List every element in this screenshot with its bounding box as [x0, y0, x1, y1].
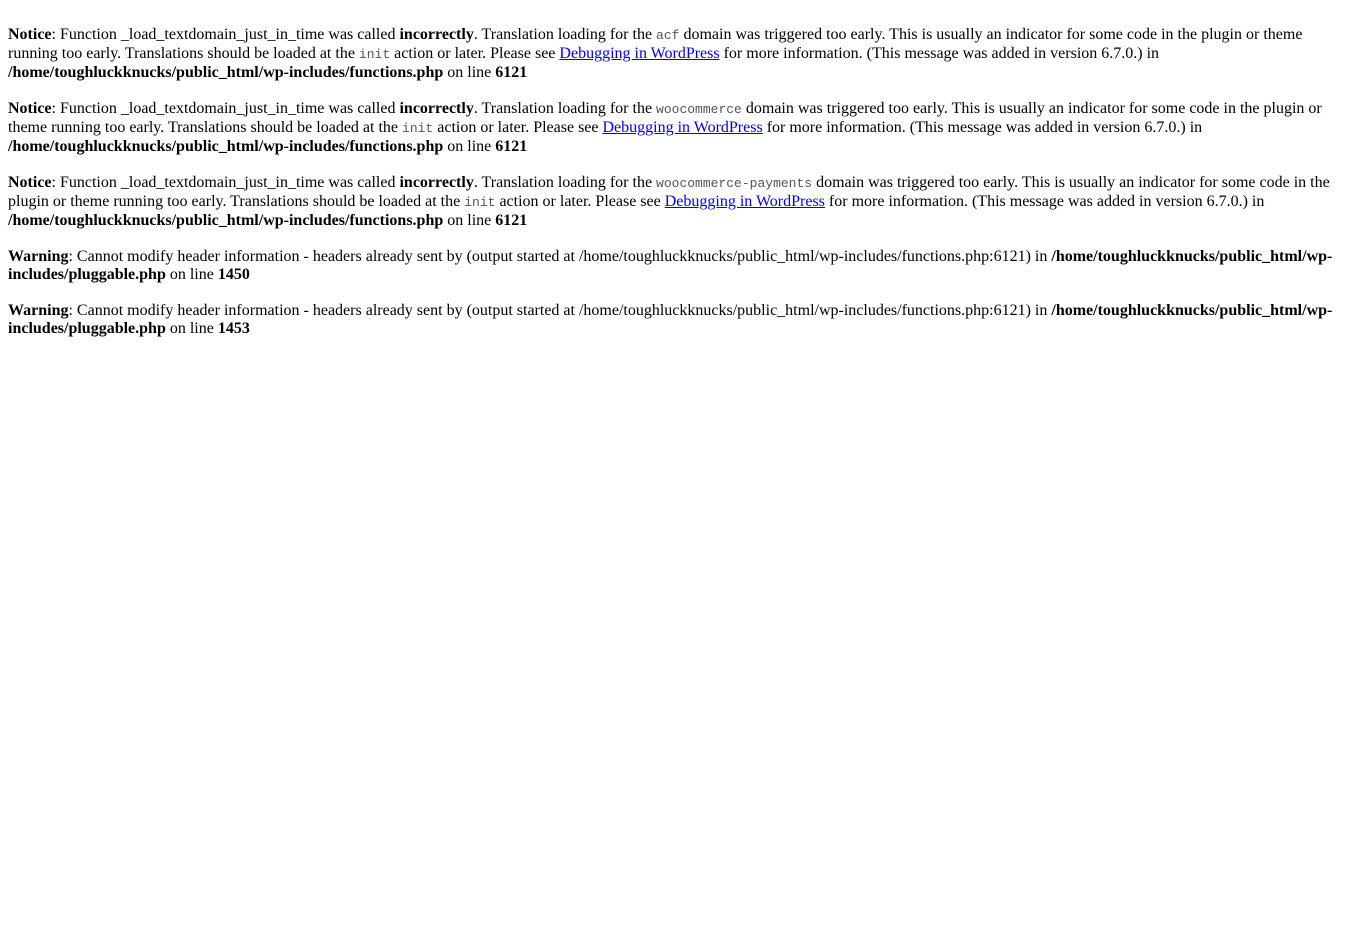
notice-text: for more information. (This message was added in version 6.7.0.) in — [719, 45, 1160, 62]
notice-text: for more information. (This message was added in version 6.7.0.) in — [762, 119, 1203, 136]
incorrectly-label: incorrectly — [399, 100, 474, 117]
notice-text: for more information. (This message was added in version 6.7.0.) in — [824, 193, 1265, 210]
warning-text: : Cannot modify header information - headers already sent by (output started at /home/toughluckknucks/public_html/wp-includes/functions.php:6121) in — [68, 248, 1052, 265]
file-path: /home/toughluckknucks/public_html/wp-includes/functions.php — [8, 138, 444, 155]
line-number: 6121 — [495, 212, 528, 229]
domain-code: acf — [656, 28, 680, 43]
warning-label: Warning — [8, 302, 69, 319]
warning-header-1450 — [8, 248, 1342, 284]
on-line-text: on line — [165, 266, 218, 283]
notice-text: . Translation loading for the — [473, 100, 657, 117]
notice-text: : Function _load_textdomain_just_in_time was called — [51, 26, 400, 43]
notice-text: action or later. Please see — [390, 45, 560, 62]
notice-text: : Function _load_textdomain_just_in_time was called — [51, 174, 400, 191]
notice-label: Notice — [8, 174, 52, 191]
notice-label: Notice — [8, 100, 52, 117]
notice-woocommerce-payments — [8, 174, 1342, 230]
line-number: 6121 — [495, 138, 528, 155]
file-path: /home/toughluckknucks/public_html/wp-includes/pluggable.php — [8, 248, 1333, 283]
notice-text: domain was triggered too early. This is usually an indicator for some code in the plugin or theme running too early. Translations should be loaded at the — [8, 174, 1330, 210]
on-line-text: on line — [443, 138, 496, 155]
notice-text: action or later. Please see — [495, 193, 665, 210]
warning-header-1453 — [8, 302, 1342, 338]
notice-acf — [8, 26, 1342, 82]
line-number: 6121 — [495, 64, 528, 81]
incorrectly-label: incorrectly — [399, 174, 474, 191]
notice-text: action or later. Please see — [433, 119, 603, 136]
line-number: 1450 — [217, 266, 250, 283]
incorrectly-label: incorrectly — [399, 26, 474, 43]
notice-text: : Function _load_textdomain_just_in_time was called — [51, 100, 400, 117]
notice-text: domain was triggered too early. This is usually an indicator for some code in the plugin or theme running too early. Translations should be loaded at the — [8, 100, 1322, 136]
file-path: /home/toughluckknucks/public_html/wp-includes/functions.php — [8, 64, 444, 81]
notice-text: . Translation loading for the — [473, 26, 657, 43]
action-code: init — [402, 121, 434, 136]
domain-code: woocommerce-payments — [656, 176, 813, 191]
debugging-link[interactable]: Debugging in WordPress — [602, 119, 763, 136]
notice-text: domain was triggered too early. This is usually an indicator for some code in the plugin or theme running too early. Translations should be loaded at the — [8, 26, 1303, 62]
action-code: init — [464, 195, 496, 210]
on-line-text: on line — [443, 212, 496, 229]
warning-text: : Cannot modify header information - headers already sent by (output started at /home/toughluckknucks/public_html/wp-includes/functions.php:6121) in — [68, 302, 1052, 319]
file-path: /home/toughluckknucks/public_html/wp-includes/pluggable.php — [8, 302, 1333, 337]
on-line-text: on line — [165, 320, 218, 337]
domain-code: woocommerce — [656, 102, 742, 117]
notice-label: Notice — [8, 26, 52, 43]
line-number: 1453 — [217, 320, 250, 337]
debugging-link[interactable]: Debugging in WordPress — [559, 45, 720, 62]
debugging-link[interactable]: Debugging in WordPress — [664, 193, 825, 210]
notice-woocommerce — [8, 100, 1342, 156]
notice-text: . Translation loading for the — [473, 174, 657, 191]
on-line-text: on line — [443, 64, 496, 81]
action-code: init — [358, 47, 391, 62]
warning-label: Warning — [8, 248, 69, 265]
file-path: /home/toughluckknucks/public_html/wp-includes/functions.php — [8, 212, 444, 229]
